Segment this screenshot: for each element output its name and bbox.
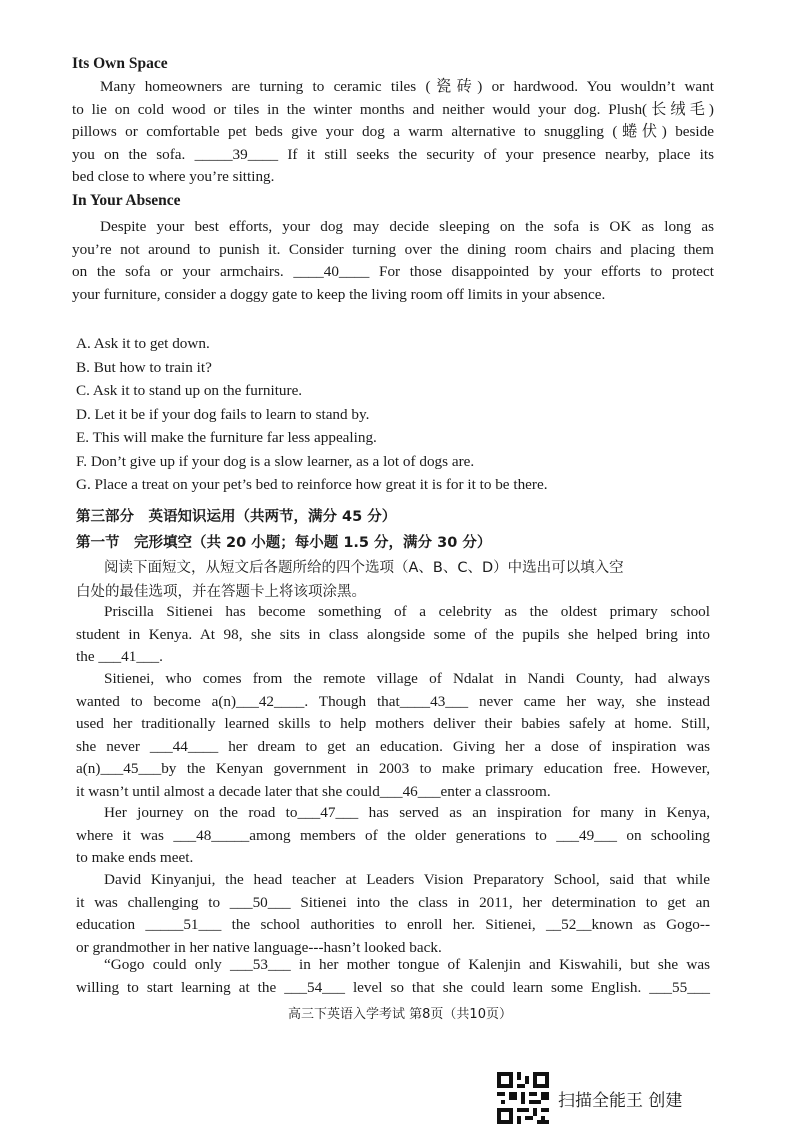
text-line: David Kinyanjui, the head teacher at Leaders Vision Preparatory School, said that while — [104, 871, 710, 888]
page-footer: 高三下英语入学考试 第8页（共10页） — [288, 1007, 512, 1022]
paragraph-in-your-absence — [72, 216, 714, 306]
instructions-line-2: 白处的最佳选项，并在答题卡上将该项涂黑。 — [76, 584, 366, 600]
text-line: your furniture, consider a doggy gate to keep the living room off limits in your absence. — [72, 285, 606, 303]
text-line: on the sofa or your armchairs. ____40____ For those disappointed by your efforts to protect — [72, 263, 714, 280]
text-line: a(n)___45___by the Kenyan government in 2003 to make primary education free. However, — [76, 760, 710, 777]
text-line: Sitienei, who comes from the remote village of Ndalat in Nandi County, had always — [104, 670, 710, 687]
qr-code-icon — [497, 1072, 549, 1124]
text-line: bed close to where you’re sitting. — [72, 168, 275, 185]
instructions-line-1: 阅读下面短文，从短文后各题所给的四个选项（A、B、C、D）中选出可以填入空 — [104, 560, 624, 576]
text-line: Despite your best efforts, your dog may decide sleeping on the sofa is OK as long as — [100, 218, 714, 235]
text-line: Priscilla Sitienei has become something of a celebrity as the oldest primary school — [104, 603, 710, 620]
text-line: Her journey on the road to___47___ has served as an inspiration for many in Kenya, — [104, 804, 710, 821]
paragraph-its-own-space — [72, 76, 714, 189]
text-line: it was challenging to ___50___ Sitienei into the class in 2011, her determination to get an — [76, 893, 710, 911]
text-line: pillows or comfortable pet beds give your dog a warm alternative to snuggling (蜷伏) beside — [72, 123, 714, 140]
text-line: Many homeowners are turning to ceramic tiles (瓷砖) or hardwood. You wouldn’t want — [100, 78, 714, 95]
text-line: you on the sofa. _____39____ If it still seeks the security of your presence nearby, place its — [72, 145, 714, 163]
text-line: she never ___44____ her dream to get an education. Giving her a dose of inspiration was — [76, 737, 710, 755]
text-line: wanted to become a(n)___42____. Though that____43___ never came her way, she instead — [76, 692, 710, 710]
option-g: G. Place a treat on your pet’s bed to reinforce how great it is for it to be there. — [76, 476, 548, 493]
text-line: or grandmother in her native language---hasn’t looked back. — [76, 938, 442, 956]
passage-paragraph-4 — [76, 869, 710, 959]
heading-in-your-absence: In Your Absence — [72, 192, 181, 209]
text-line: where it was ___48_____among members of the older generations to ___49___ on schooling — [76, 826, 710, 844]
answer-options — [76, 332, 736, 497]
heading-its-own-space: Its Own Space — [72, 55, 168, 72]
text-line: you’re not around to punish it. Consider turning over the dining room chairs and placing them — [72, 240, 714, 258]
passage-paragraph-3 — [76, 802, 710, 870]
scanner-watermark: 扫描全能王 创建 — [558, 1091, 683, 1111]
text-line: used her traditionally learned skills to help mothers deliver their babies safely at home. Still, — [76, 715, 710, 732]
passage-paragraph-5 — [76, 954, 710, 999]
text-line: to make ends meet. — [76, 849, 194, 866]
passage-paragraph-1 — [76, 601, 710, 669]
part3-title: 第三部分 英语知识运用（共两节，满分 45 分） — [76, 509, 397, 525]
option-a: A. Ask it to get down. — [76, 335, 210, 352]
option-b: B. But how to train it? — [76, 358, 212, 376]
text-line: “Gogo could only ___53___ in her mother tongue of Kalenjin and Kiswahili, but she was — [104, 956, 710, 973]
text-line: willing to start learning at the ___54___ level so that she could learn some English. ___55___ — [76, 978, 710, 996]
text-line: student in Kenya. At 98, she sits in class alongside some of the pupils she helped bring into — [76, 625, 710, 643]
text-line: to lie on cold wood or tiles in the winter months and neither would your dog. Plush(长绒毛) — [72, 100, 714, 118]
text-line: it wasn’t until almost a decade later that she could___46___enter a classroom. — [76, 782, 551, 800]
section1-title: 第一节 完形填空（共 20 小题；每小题 1.5 分，满分 30 分） — [76, 535, 492, 551]
option-e: E. This will make the furniture far less appealing. — [76, 429, 377, 446]
option-d: D. Let it be if your dog fails to learn to stand by. — [76, 405, 370, 423]
text-line: education _____51___ the school authorities to enroll her. Sitienei, __52__known as Gogo-- — [76, 916, 710, 933]
passage-paragraph-2 — [76, 668, 710, 803]
option-f: F. Don’t give up if your dog is a slow learner, as a lot of dogs are. — [76, 452, 475, 470]
option-c: C. Ask it to stand up on the furniture. — [76, 382, 303, 399]
text-line: the ___41___. — [76, 648, 163, 665]
